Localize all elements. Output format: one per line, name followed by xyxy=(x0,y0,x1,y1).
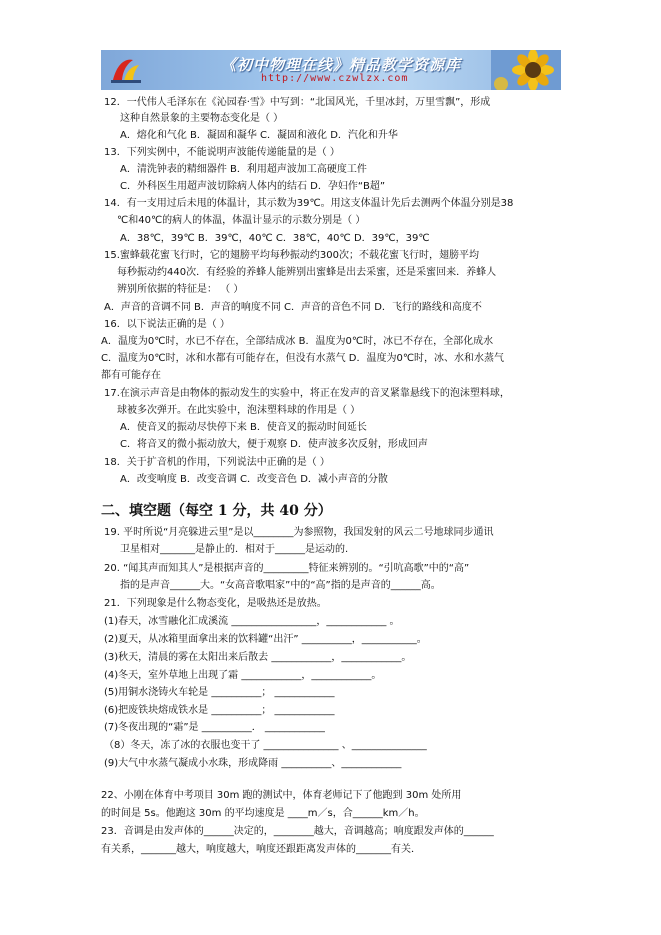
text-line: ℃和40℃的病人的体温，体温计显示的示数分别是（ ） xyxy=(117,215,366,226)
text-line: 这种自然景象的主要物态变化是（ ） xyxy=(120,113,284,124)
text-line: 指的是声音______大。“女高音歌唱家”中的“高”指的是声音的______高。 xyxy=(120,580,441,591)
text-line: (4)冬天，室外草地上出现了霜 ____________，____________。 xyxy=(104,670,382,681)
text-line: 的时间是 5s。他跑这 30m 的平均速度是 ____m／s，合______km／h。 xyxy=(101,808,425,819)
text-line: 20. “闻其声而知其人”是根据声音的_________特征来辨别的。“引吭高歌”中的“高” xyxy=(104,563,470,574)
text-line: 12．一代伟人毛泽东在《沁园春·雪》中写到：“北国风光，千里冰封，万里雪飘”，形成 xyxy=(104,97,491,108)
text-line: 17.在演示声音是由物体的振动发生的实验中，将正在发声的音叉紧靠悬线下的泡沫塑料球， xyxy=(104,388,510,399)
text-line: 每秒振动约440次．有经验的养蜂人能辨别出蜜蜂是出去采蜜，还是采蜜回来．养蜂人 xyxy=(117,267,497,278)
text-line: 球被多次弹开。在此实验中，泡沫塑料球的作用是（ ） xyxy=(117,405,361,416)
text-line: C．外科医生用超声波切除病人体内的结石 D．孕妇作“B超” xyxy=(120,181,386,192)
text-line: A．温度为0℃时，水已不存在，全部结成冰 B．温度为0℃时，冰已不存在，全部化成水 xyxy=(101,336,494,347)
text-line: 19. 平时所说“月亮躲进云里”是以________为参照物，我国发射的风云二号地球同步通讯 xyxy=(104,527,494,538)
text-line: 22、小刚在体育中考项目 30m 跑的测试中，体育老师记下了他跑到 30m 处所用 xyxy=(101,790,462,801)
text-line: 13．下列实例中，不能说明声波能传递能量的是（ ） xyxy=(104,147,340,158)
text-line: (6)把废铁块熔成铁水是 __________； ____________ xyxy=(104,705,335,716)
text-line: A．改变响度 B．改变音调 C．改变音色 D．减小声音的分散 xyxy=(120,474,388,485)
text-line: 都有可能存在 xyxy=(101,370,161,381)
text-line: 卫星相对_______是静止的．相对于______是运动的. xyxy=(120,544,349,555)
text-line: 14．有一支用过后未甩的体温计，其示数为39℃。用这支体温计先后去测两个体温分别是38 xyxy=(104,198,514,209)
header-banner xyxy=(101,50,561,90)
text-line: A．清洗钟表的精细器件 B．利用超声波加工高硬度工件 xyxy=(120,164,367,175)
text-line: (2)夏天，从冰箱里面拿出来的饮料罐“出汗” __________，___________。 xyxy=(104,634,427,645)
text-line: A．使音叉的振动尽快停下来 B．使音叉的振动时间延长 xyxy=(120,422,367,433)
text-line: (3)秋天，清晨的雾在太阳出来后散去 ____________，____________。 xyxy=(104,652,412,663)
logo-icon xyxy=(109,54,143,86)
text-line: 辨别所依据的特征是： （ ） xyxy=(117,284,244,295)
text-line: (1)春天，冰雪融化汇成溪流 _________________，____________ 。 xyxy=(104,616,400,627)
banner-url: http://www.czwlzx.com xyxy=(261,73,409,84)
text-line: A．熔化和气化 B．凝固和凝华 C．凝固和液化 D．汽化和升华 xyxy=(120,130,398,141)
text-line: 23．音调是由发声体的______决定的，________越大，音调越高；响度跟发声体的______ xyxy=(101,826,494,837)
text-line: A．38℃，39℃ B．39℃，40℃ C．38℃，40℃ D．39℃，39℃ xyxy=(120,233,430,244)
banner-title: 《初中物理在线》精品教学资源库 xyxy=(221,56,462,74)
text-line: C．温度为0℃时，冰和水都有可能存在，但没有水蒸气 D．温度为0℃时，冰、水和水蒸气 xyxy=(101,353,505,364)
text-line: 16．以下说法正确的是（ ） xyxy=(104,319,230,330)
text-line: 有关系，_______越大，响度越大，响度还跟距离发声体的_______有关． xyxy=(101,844,421,855)
text-line: 15.蜜蜂载花蜜飞行时，它的翅膀平均每秒振动约300次；不载花蜜飞行时，翅膀平均 xyxy=(104,250,479,261)
text-line: (7)冬夜出现的“霜”是 __________． ____________ xyxy=(104,722,325,733)
sunflower-icon xyxy=(491,50,561,90)
text-line: C．将音叉的微小振动放大，便于观察 D．使声波多次反射，形成回声 xyxy=(120,439,428,450)
text-line: A．声音的音调不同 B．声音的响度不同 C．声音的音色不同 D．飞行的路线和高度不 xyxy=(104,302,482,313)
text-line: (9)大气中水蒸气凝成小水珠，形成降雨 __________、____________ xyxy=(104,758,402,769)
text-line: 18．关于扩音机的作用，下列说法中正确的是（ ） xyxy=(104,457,330,468)
text-line: (5)用铜水浇铸火车轮是 __________； ____________ xyxy=(104,687,335,698)
text-line: （8）冬天，冻了冰的衣服也变干了 _______________ 、_______________ xyxy=(104,740,427,751)
text-line: 21．下列现象是什么物态变化，是吸热还是放热。 xyxy=(104,598,327,609)
section-heading: 二、填空题（每空 1 分，共 40 分） xyxy=(101,503,332,519)
